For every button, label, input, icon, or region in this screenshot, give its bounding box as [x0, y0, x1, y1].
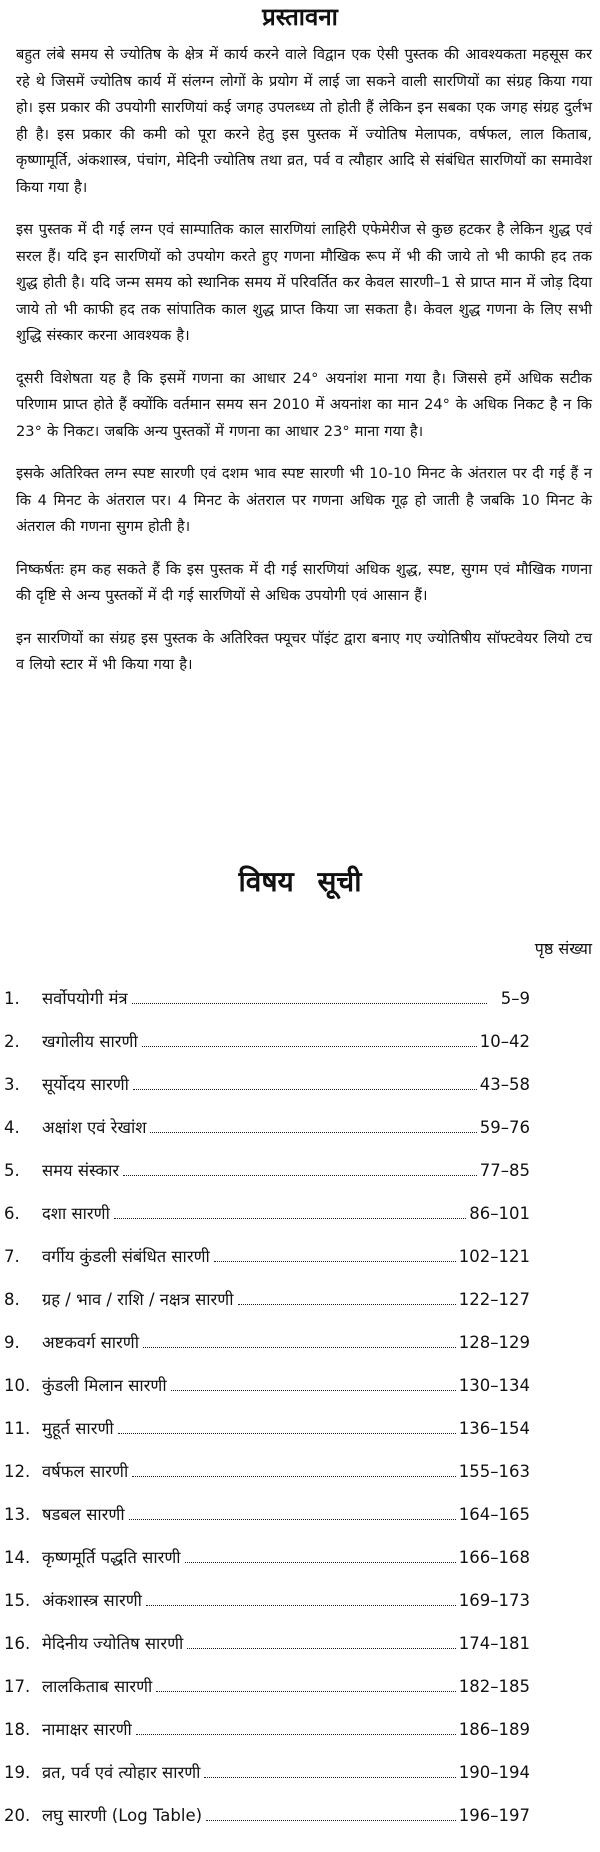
toc-item-label: वर्षफल सारणी — [42, 1462, 129, 1481]
toc-item-number: 2. — [4, 1032, 20, 1051]
toc-item — [0, 1372, 530, 1400]
toc-item-label: अंकशास्त्र सारणी — [42, 1591, 142, 1610]
toc-item — [0, 1071, 530, 1099]
toc-item-number: 16. — [4, 1634, 31, 1653]
toc-item-label: कुंडली मिलान सारणी — [42, 1376, 167, 1395]
toc-dot-leader — [187, 1630, 455, 1649]
toc-item-number: 18. — [4, 1720, 31, 1739]
toc-item-pages: 186–189 — [458, 1720, 530, 1739]
toc-item-label: कृष्णमूर्ति पद्धति सारणी — [42, 1548, 181, 1567]
toc-dot-leader — [132, 985, 487, 1004]
toc-item — [0, 1544, 530, 1572]
toc-dot-leader — [150, 1114, 476, 1133]
toc-item-number: 5. — [4, 1161, 20, 1180]
toc-item — [0, 1501, 530, 1529]
toc-item-pages: 196–197 — [458, 1806, 530, 1825]
toc-item-pages: 10–42 — [479, 1032, 530, 1051]
toc-item-label: लालकिताब सारणी — [42, 1677, 153, 1696]
toc-dot-leader — [146, 1587, 456, 1606]
toc-item — [0, 1157, 530, 1185]
toc-item-pages: 166–168 — [458, 1548, 530, 1567]
toc-item-label: लघु सारणी (Log Table) — [42, 1806, 203, 1825]
toc-item-number: 15. — [4, 1591, 31, 1610]
toc-item-label: षडबल सारणी — [42, 1505, 125, 1524]
toc-item-number: 11. — [4, 1419, 31, 1438]
toc-item-label: खगोलीय सारणी — [42, 1032, 138, 1051]
toc-item-label: सर्वोपयोगी मंत्र — [42, 989, 128, 1008]
preface-paragraph: बहुत लंबे समय से ज्योतिष के क्षेत्र में कार्य करने वाले विद्वान एक ऐसी पुस्तक की आवश्यकता महसूस कर रहे थे जिसमें ज्योतिष कार्य में संलग्न लोगों के प्रयोग में लाई जा सकने वाली सारणियों का संग्रह किया गया हो। इस प्रकार की उपयोगी सारणियां कई जगह उपलब्ध्य तो होती हैं लेकिन इन सबका एक जगह संग्रह दुर्लभ ही है। इस प्रकार की कमी को पूरा करने हेतु इस पुस्तक में ज्योतिष मेलापक, वर्षफल, लाल किताब, कृष्णामूर्ति, अंकशास्त्र, पंचांग, मेदिनी ज्योतिष तथा व्रत, पर्व व त्यौहार आदि से संबंधित सारणियों का समावेश किया गया है। — [16, 46, 592, 196]
toc-item — [0, 1286, 530, 1314]
toc-item — [0, 1587, 530, 1615]
toc-item-label: सूर्योदय सारणी — [42, 1075, 129, 1094]
preface-body — [16, 42, 592, 695]
toc-title: विषय सूची — [238, 865, 362, 898]
preface-paragraph: इसके अतिरिक्त लग्न स्पष्ट सारणी एवं दशम भाव स्पष्ट सारणी भी 10-10 मिनट के अंतराल पर दी गई हैं न कि 4 मिनट के अंतराल पर। 4 मिनट के अंतराल पर गणना अधिक गूढ़ हो जाती है जबकि 10 मिनट के अंतराल की गणना सुगम होती है। — [16, 465, 592, 535]
toc-item-pages: 5–9 — [500, 989, 530, 1008]
toc-dot-leader — [214, 1243, 456, 1262]
toc-item-pages: 43–58 — [479, 1075, 530, 1094]
toc-item-label: वर्गीय कुंडली संबंधित सारणी — [42, 1247, 210, 1266]
toc-item — [0, 1716, 530, 1744]
toc-dot-leader — [123, 1157, 477, 1176]
toc-item-number: 1. — [4, 989, 20, 1008]
toc-item-pages: 86–101 — [469, 1204, 530, 1223]
toc-dot-leader — [129, 1501, 456, 1520]
toc-item-pages: 77–85 — [479, 1161, 530, 1180]
toc-item-number: 4. — [4, 1118, 20, 1137]
toc-dot-leader — [114, 1200, 466, 1219]
toc-item-pages: 128–129 — [458, 1333, 530, 1352]
toc-dot-leader — [136, 1716, 456, 1735]
toc-item-number: 17. — [4, 1677, 31, 1696]
toc-item — [0, 1458, 530, 1486]
toc-item-label: मुहूर्त सारणी — [42, 1419, 114, 1438]
toc-dot-leader — [204, 1759, 455, 1778]
toc-item-label: समय संस्कार — [42, 1161, 120, 1180]
toc-item — [0, 1759, 530, 1787]
preface-paragraph: इन सारणियों का संग्रह इस पुस्तक के अतिरिक्त फ्यूचर पॉइंट द्वारा बनाए गए ज्योतिषीय सॉफ्टवेयर लियो टच व लियो स्टार में भी किया गया है। — [16, 629, 592, 673]
toc-dot-leader — [156, 1673, 455, 1692]
preface-paragraph: इस पुस्तक में दी गई लग्न एवं साम्पातिक काल सारणियां लाहिरी एफेमेरीज से कुछ हटकर है लेकिन शुद्ध एवं सरल हैं। यदि इन सारणियों को उपयोग करते हुए गणना मौखिक रूप में भी की जाये तो भी काफी हद तक शुद्ध होती है। यदि जन्म समय को स्थानिक समय में परिवर्तित कर केवल सारणी–1 से प्राप्त मान में जोड़ दिया जाये तो भी काफी हद तक सांपातिक काल शुद्ध प्राप्त किया जा सकता है। केवल शुद्ध गणना के लिए सभी शुद्धि संस्कार करना आवश्यक है। — [16, 221, 592, 344]
toc-dot-leader — [238, 1286, 456, 1305]
toc-item-label: नामाक्षर सारणी — [42, 1720, 132, 1739]
preface-paragraph: निष्कर्षतः हम कह सकते हैं कि इस पुस्तक में दी गई सारणियां अधिक शुद्ध, स्पष्ट, सुगम एवं मौखिक गणना की दृष्टि से अन्य पुस्तकों में दी गई सारणियों से अधिक उपयोगी एवं आसान हैं। — [16, 560, 592, 604]
toc-item-number: 10. — [4, 1376, 31, 1395]
toc-item — [0, 1243, 530, 1271]
toc-item — [0, 1329, 530, 1357]
toc-item — [0, 1415, 530, 1443]
toc-dot-leader — [171, 1372, 456, 1391]
toc-item-number: 8. — [4, 1290, 20, 1309]
toc-item — [0, 1802, 530, 1830]
toc-dot-leader — [118, 1415, 456, 1434]
toc-item-label: दशा सारणी — [42, 1204, 110, 1223]
toc-item-number: 7. — [4, 1247, 20, 1266]
toc-item-label: व्रत, पर्व एवं त्योहार सारणी — [42, 1763, 201, 1782]
toc-item — [0, 985, 530, 1013]
toc-item-pages: 136–154 — [458, 1419, 530, 1438]
toc-item-pages: 130–134 — [458, 1376, 530, 1395]
toc-item-label: अक्षांश एवं रेखांश — [42, 1118, 147, 1137]
toc-item-pages: 155–163 — [458, 1462, 530, 1481]
toc-item-number: 9. — [4, 1333, 20, 1352]
preface-paragraph: दूसरी विशेषता यह है कि इसमें गणना का आधार 24° अयनांश माना गया है। जिससे हमें अधिक सटीक परिणाम प्राप्त होते हैं क्योंकि वर्तमान समय सन 2010 में अयनांश का मान 24° के अधिक निकट है न कि 23° के निकट। जबकि अन्य पुस्तकों में गणना का आधार 23° माना गया है। — [16, 369, 592, 440]
page-number-column-label: पृष्ठ संख्या — [534, 939, 592, 958]
toc-item-pages: 122–127 — [458, 1290, 530, 1309]
toc-item-number: 14. — [4, 1548, 31, 1567]
toc-item — [0, 1114, 530, 1142]
toc-item-number: 3. — [4, 1075, 20, 1094]
toc-item-label: ग्रह / भाव / राशि / नक्षत्र सारणी — [42, 1290, 234, 1309]
toc-item-pages: 174–181 — [458, 1634, 530, 1653]
toc-item — [0, 1673, 530, 1701]
toc-dot-leader — [185, 1544, 456, 1563]
toc-item-pages: 164–165 — [458, 1505, 530, 1524]
toc-dot-leader — [206, 1802, 456, 1821]
toc-item — [0, 1028, 530, 1056]
toc-item-pages: 182–185 — [458, 1677, 530, 1696]
toc-item — [0, 1200, 530, 1228]
toc-item-number: 19. — [4, 1763, 31, 1782]
toc-item-number: 20. — [4, 1806, 31, 1825]
toc-dot-leader — [132, 1458, 456, 1477]
toc-item-label: मेदिनीय ज्योतिष सारणी — [42, 1634, 184, 1653]
toc-item-pages: 169–173 — [458, 1591, 530, 1610]
toc-item-number: 12. — [4, 1462, 31, 1481]
toc-item — [0, 1630, 530, 1658]
toc-item-number: 6. — [4, 1204, 20, 1223]
toc-item-pages: 102–121 — [458, 1247, 530, 1266]
toc-item-label: अष्टकवर्ग सारणी — [42, 1333, 140, 1352]
preface-title: प्रस्तावना — [262, 3, 338, 31]
toc-item-number: 13. — [4, 1505, 31, 1524]
toc-dot-leader — [143, 1329, 456, 1348]
toc-item-pages: 190–194 — [458, 1763, 530, 1782]
toc-dot-leader — [142, 1028, 477, 1047]
toc-dot-leader — [133, 1071, 477, 1090]
toc-item-pages: 59–76 — [479, 1118, 530, 1137]
